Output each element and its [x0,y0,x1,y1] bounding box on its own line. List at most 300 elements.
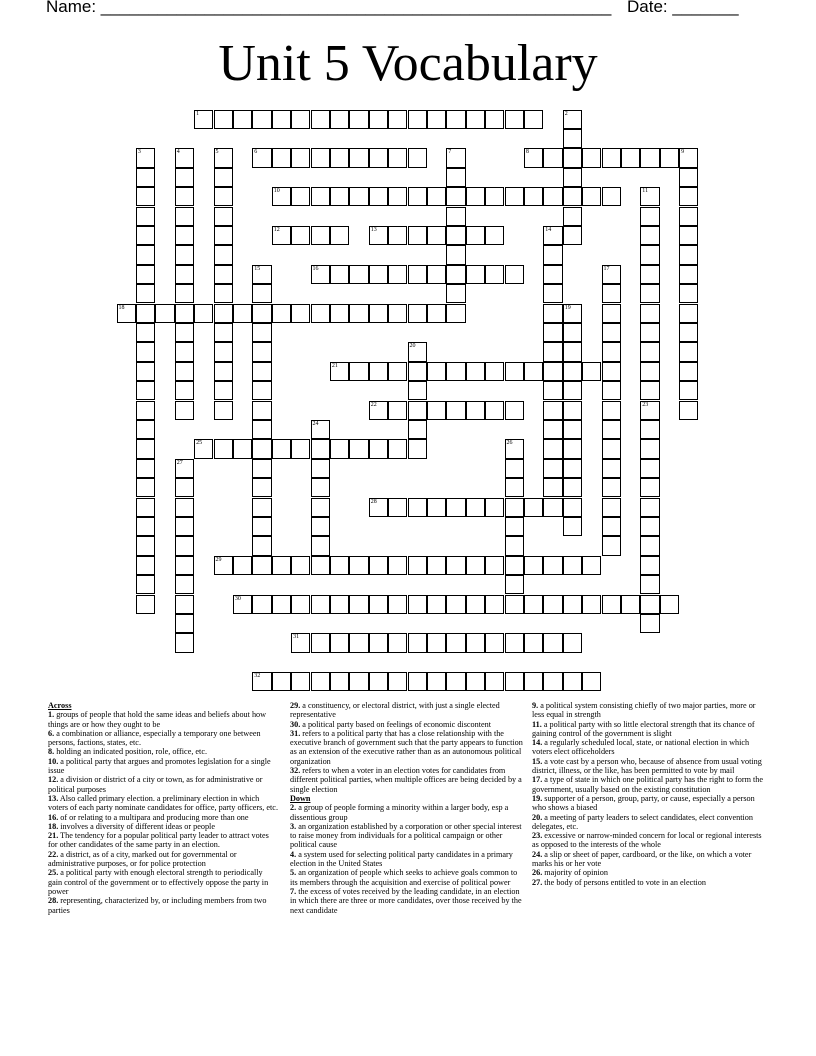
grid-cell[interactable] [175,342,194,361]
grid-cell[interactable] [233,304,252,323]
grid-cell[interactable] [543,323,562,342]
grid-cell[interactable] [291,439,310,458]
grid-cell[interactable] [252,498,271,517]
name-field[interactable]: Name: ______________________________________________________ [46,0,612,16]
grid-cell[interactable] [214,265,233,284]
grid-cell[interactable] [291,187,310,206]
grid-cell[interactable] [427,556,446,575]
grid-cell[interactable] [136,517,155,536]
grid-cell[interactable] [602,148,621,167]
grid-cell[interactable] [175,381,194,400]
grid-cell[interactable] [214,362,233,381]
grid-cell[interactable] [408,110,427,129]
grid-cell[interactable] [252,478,271,497]
grid-cell[interactable] [388,110,407,129]
grid-cell[interactable] [117,304,136,323]
grid-cell[interactable] [330,362,349,381]
grid-cell[interactable] [640,148,659,167]
grid-cell[interactable] [582,556,601,575]
grid-cell[interactable] [563,459,582,478]
grid-cell[interactable] [543,633,562,652]
grid-cell[interactable] [466,401,485,420]
grid-cell[interactable] [388,304,407,323]
grid-cell[interactable] [602,498,621,517]
grid-cell[interactable] [582,148,601,167]
grid-cell[interactable] [311,265,330,284]
grid-cell[interactable] [136,207,155,226]
grid-cell[interactable] [524,362,543,381]
grid-cell[interactable] [311,110,330,129]
grid-cell[interactable] [214,304,233,323]
grid-cell[interactable] [602,459,621,478]
grid-cell[interactable] [679,265,698,284]
grid-cell[interactable] [272,439,291,458]
grid-cell[interactable] [427,401,446,420]
grid-cell[interactable] [582,362,601,381]
grid-cell[interactable] [446,362,465,381]
grid-cell[interactable] [466,187,485,206]
grid-cell[interactable] [446,498,465,517]
grid-cell[interactable] [214,284,233,303]
grid-cell[interactable] [388,672,407,691]
grid-cell[interactable] [311,187,330,206]
grid-cell[interactable] [543,401,562,420]
grid-cell[interactable] [136,245,155,264]
grid-cell[interactable] [505,595,524,614]
grid-cell[interactable] [640,207,659,226]
grid-cell[interactable] [679,168,698,187]
grid-cell[interactable] [446,633,465,652]
grid-cell[interactable] [311,633,330,652]
grid-cell[interactable] [563,110,582,129]
grid-cell[interactable] [543,284,562,303]
grid-cell[interactable] [311,556,330,575]
grid-cell[interactable] [311,498,330,517]
grid-cell[interactable] [136,420,155,439]
grid-cell[interactable] [543,226,562,245]
grid-cell[interactable] [640,536,659,555]
grid-cell[interactable] [136,226,155,245]
grid-cell[interactable] [543,420,562,439]
grid-cell[interactable] [388,556,407,575]
grid-cell[interactable] [311,672,330,691]
grid-cell[interactable] [175,265,194,284]
grid-cell[interactable] [679,304,698,323]
grid-cell[interactable] [175,556,194,575]
grid-cell[interactable] [369,498,388,517]
grid-cell[interactable] [602,187,621,206]
grid-cell[interactable] [640,498,659,517]
grid-cell[interactable] [427,265,446,284]
grid-cell[interactable] [505,187,524,206]
grid-cell[interactable] [252,362,271,381]
grid-cell[interactable] [602,265,621,284]
grid-cell[interactable] [621,148,640,167]
grid-cell[interactable] [175,362,194,381]
grid-cell[interactable] [388,187,407,206]
grid-cell[interactable] [446,148,465,167]
grid-cell[interactable] [408,420,427,439]
grid-cell[interactable] [291,556,310,575]
grid-cell[interactable] [388,633,407,652]
grid-cell[interactable] [330,439,349,458]
grid-cell[interactable] [136,575,155,594]
grid-cell[interactable] [136,498,155,517]
grid-cell[interactable] [466,110,485,129]
grid-cell[interactable] [446,245,465,264]
grid-cell[interactable] [330,556,349,575]
grid-cell[interactable] [252,517,271,536]
grid-cell[interactable] [136,362,155,381]
grid-cell[interactable] [388,226,407,245]
grid-cell[interactable] [602,304,621,323]
grid-cell[interactable] [446,401,465,420]
grid-cell[interactable] [543,362,562,381]
grid-cell[interactable] [408,633,427,652]
grid-cell[interactable] [640,342,659,361]
grid-cell[interactable] [272,110,291,129]
grid-cell[interactable] [485,187,504,206]
grid-cell[interactable] [505,517,524,536]
grid-cell[interactable] [388,498,407,517]
grid-cell[interactable] [679,187,698,206]
grid-cell[interactable] [252,401,271,420]
grid-cell[interactable] [349,556,368,575]
grid-cell[interactable] [640,614,659,633]
grid-cell[interactable] [272,226,291,245]
grid-cell[interactable] [136,439,155,458]
grid-cell[interactable] [427,362,446,381]
grid-cell[interactable] [252,342,271,361]
grid-cell[interactable] [466,633,485,652]
grid-cell[interactable] [175,614,194,633]
grid-cell[interactable] [136,284,155,303]
grid-cell[interactable] [679,245,698,264]
grid-cell[interactable] [136,323,155,342]
grid-cell[interactable] [175,595,194,614]
grid-cell[interactable] [505,439,524,458]
grid-cell[interactable] [311,459,330,478]
grid-cell[interactable] [136,168,155,187]
grid-cell[interactable] [349,265,368,284]
grid-cell[interactable] [408,148,427,167]
grid-cell[interactable] [291,226,310,245]
grid-cell[interactable] [602,517,621,536]
grid-cell[interactable] [136,342,155,361]
grid-cell[interactable] [175,401,194,420]
grid-cell[interactable] [660,595,679,614]
grid-cell[interactable] [408,498,427,517]
grid-cell[interactable] [311,536,330,555]
grid-cell[interactable] [679,381,698,400]
grid-cell[interactable] [505,265,524,284]
grid-cell[interactable] [388,439,407,458]
grid-cell[interactable] [214,187,233,206]
grid-cell[interactable] [349,110,368,129]
grid-cell[interactable] [563,439,582,458]
grid-cell[interactable] [563,381,582,400]
grid-cell[interactable] [563,362,582,381]
grid-cell[interactable] [563,207,582,226]
grid-cell[interactable] [291,110,310,129]
grid-cell[interactable] [330,265,349,284]
grid-cell[interactable] [369,401,388,420]
grid-cell[interactable] [543,148,562,167]
grid-cell[interactable] [505,633,524,652]
grid-cell[interactable] [330,148,349,167]
date-field[interactable]: Date: _______ [627,0,739,16]
grid-cell[interactable] [524,148,543,167]
grid-cell[interactable] [505,362,524,381]
grid-cell[interactable] [214,226,233,245]
grid-cell[interactable] [252,148,271,167]
grid-cell[interactable] [408,556,427,575]
grid-cell[interactable] [214,207,233,226]
grid-cell[interactable] [446,168,465,187]
grid-cell[interactable] [214,401,233,420]
grid-cell[interactable] [311,304,330,323]
grid-cell[interactable] [349,148,368,167]
grid-cell[interactable] [563,517,582,536]
grid-cell[interactable] [485,633,504,652]
grid-cell[interactable] [446,595,465,614]
grid-cell[interactable] [563,304,582,323]
grid-cell[interactable] [524,187,543,206]
grid-cell[interactable] [602,284,621,303]
grid-cell[interactable] [427,187,446,206]
grid-cell[interactable] [543,478,562,497]
grid-cell[interactable] [136,401,155,420]
grid-cell[interactable] [524,672,543,691]
grid-cell[interactable] [679,226,698,245]
grid-cell[interactable] [330,633,349,652]
grid-cell[interactable] [563,595,582,614]
grid-cell[interactable] [466,265,485,284]
grid-cell[interactable] [233,439,252,458]
grid-cell[interactable] [602,439,621,458]
grid-cell[interactable] [175,536,194,555]
grid-cell[interactable] [640,187,659,206]
grid-cell[interactable] [640,362,659,381]
grid-cell[interactable] [233,595,252,614]
grid-cell[interactable] [252,439,271,458]
grid-cell[interactable] [485,265,504,284]
grid-cell[interactable] [640,304,659,323]
grid-cell[interactable] [427,595,446,614]
grid-cell[interactable] [505,498,524,517]
grid-cell[interactable] [136,381,155,400]
grid-cell[interactable] [621,595,640,614]
grid-cell[interactable] [388,595,407,614]
grid-cell[interactable] [175,226,194,245]
grid-cell[interactable] [369,556,388,575]
grid-cell[interactable] [369,595,388,614]
grid-cell[interactable] [485,362,504,381]
grid-cell[interactable] [175,633,194,652]
grid-cell[interactable] [252,459,271,478]
grid-cell[interactable] [563,672,582,691]
grid-cell[interactable] [369,439,388,458]
grid-cell[interactable] [582,672,601,691]
grid-cell[interactable] [427,672,446,691]
grid-cell[interactable] [602,362,621,381]
grid-cell[interactable] [485,498,504,517]
grid-cell[interactable] [175,478,194,497]
grid-cell[interactable] [369,362,388,381]
grid-cell[interactable] [485,226,504,245]
grid-cell[interactable] [194,439,213,458]
grid-cell[interactable] [679,148,698,167]
grid-cell[interactable] [311,595,330,614]
grid-cell[interactable] [136,536,155,555]
grid-cell[interactable] [446,265,465,284]
grid-cell[interactable] [543,498,562,517]
grid-cell[interactable] [563,323,582,342]
grid-cell[interactable] [563,187,582,206]
grid-cell[interactable] [136,265,155,284]
grid-cell[interactable] [136,187,155,206]
grid-cell[interactable] [155,304,174,323]
grid-cell[interactable] [136,556,155,575]
grid-cell[interactable] [563,148,582,167]
grid-cell[interactable] [446,304,465,323]
grid-cell[interactable] [408,265,427,284]
grid-cell[interactable] [349,304,368,323]
grid-cell[interactable] [175,245,194,264]
grid-cell[interactable] [175,304,194,323]
grid-cell[interactable] [602,595,621,614]
grid-cell[interactable] [505,401,524,420]
grid-cell[interactable] [640,381,659,400]
grid-cell[interactable] [272,672,291,691]
grid-cell[interactable] [330,672,349,691]
grid-cell[interactable] [175,168,194,187]
grid-cell[interactable] [640,323,659,342]
grid-cell[interactable] [369,226,388,245]
grid-cell[interactable] [408,342,427,361]
grid-cell[interactable] [233,556,252,575]
grid-cell[interactable] [311,420,330,439]
grid-cell[interactable] [602,478,621,497]
grid-cell[interactable] [485,401,504,420]
grid-cell[interactable] [252,110,271,129]
grid-cell[interactable] [291,633,310,652]
grid-cell[interactable] [427,110,446,129]
grid-cell[interactable] [543,187,562,206]
grid-cell[interactable] [543,439,562,458]
grid-cell[interactable] [214,110,233,129]
grid-cell[interactable] [311,148,330,167]
grid-cell[interactable] [252,536,271,555]
grid-cell[interactable] [602,323,621,342]
grid-cell[interactable] [136,459,155,478]
grid-cell[interactable] [252,304,271,323]
grid-cell[interactable] [563,478,582,497]
grid-cell[interactable] [505,672,524,691]
grid-cell[interactable] [369,187,388,206]
grid-cell[interactable] [679,284,698,303]
grid-cell[interactable] [272,148,291,167]
grid-cell[interactable] [640,517,659,536]
grid-cell[interactable] [369,304,388,323]
grid-cell[interactable] [291,672,310,691]
grid-cell[interactable] [505,575,524,594]
grid-cell[interactable] [272,304,291,323]
grid-cell[interactable] [679,362,698,381]
grid-cell[interactable] [175,284,194,303]
grid-cell[interactable] [311,517,330,536]
grid-cell[interactable] [330,226,349,245]
grid-cell[interactable] [175,187,194,206]
grid-cell[interactable] [505,556,524,575]
grid-cell[interactable] [214,168,233,187]
grid-cell[interactable] [252,420,271,439]
grid-cell[interactable] [252,556,271,575]
grid-cell[interactable] [136,148,155,167]
grid-cell[interactable] [136,478,155,497]
grid-cell[interactable] [640,478,659,497]
grid-cell[interactable] [369,633,388,652]
grid-cell[interactable] [679,342,698,361]
grid-cell[interactable] [349,187,368,206]
grid-cell[interactable] [136,595,155,614]
grid-cell[interactable] [291,148,310,167]
grid-cell[interactable] [640,226,659,245]
grid-cell[interactable] [505,110,524,129]
grid-cell[interactable] [563,498,582,517]
grid-cell[interactable] [194,110,213,129]
grid-cell[interactable] [330,187,349,206]
grid-cell[interactable] [602,536,621,555]
grid-cell[interactable] [446,284,465,303]
grid-cell[interactable] [408,401,427,420]
grid-cell[interactable] [679,323,698,342]
grid-cell[interactable] [543,245,562,264]
grid-cell[interactable] [369,265,388,284]
grid-cell[interactable] [582,187,601,206]
grid-cell[interactable] [466,556,485,575]
grid-cell[interactable] [563,556,582,575]
grid-cell[interactable] [563,420,582,439]
grid-cell[interactable] [505,459,524,478]
grid-cell[interactable] [349,439,368,458]
grid-cell[interactable] [408,595,427,614]
grid-cell[interactable] [175,207,194,226]
grid-cell[interactable] [214,323,233,342]
grid-cell[interactable] [543,595,562,614]
grid-cell[interactable] [272,187,291,206]
grid-cell[interactable] [427,498,446,517]
grid-cell[interactable] [640,284,659,303]
grid-cell[interactable] [194,304,213,323]
grid-cell[interactable] [563,226,582,245]
grid-cell[interactable] [388,401,407,420]
grid-cell[interactable] [602,401,621,420]
grid-cell[interactable] [543,459,562,478]
grid-cell[interactable] [543,556,562,575]
grid-cell[interactable] [563,401,582,420]
grid-cell[interactable] [640,265,659,284]
grid-cell[interactable] [252,595,271,614]
grid-cell[interactable] [640,439,659,458]
grid-cell[interactable] [175,459,194,478]
grid-cell[interactable] [175,323,194,342]
grid-cell[interactable] [214,342,233,361]
grid-cell[interactable] [446,187,465,206]
grid-cell[interactable] [214,439,233,458]
grid-cell[interactable] [640,556,659,575]
grid-cell[interactable] [485,556,504,575]
